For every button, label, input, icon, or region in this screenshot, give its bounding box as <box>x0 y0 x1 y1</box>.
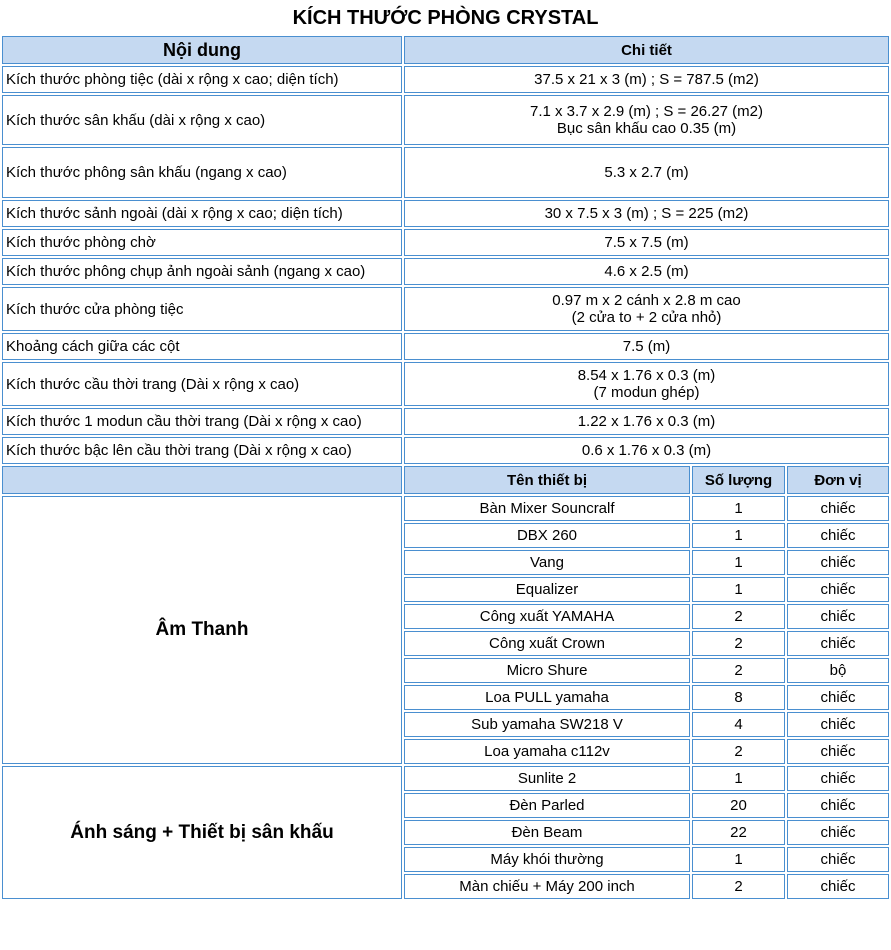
equipment-row <box>2 766 889 791</box>
equipment-qty: 1 <box>692 577 785 602</box>
spec-label: Kích thước sảnh ngoài (dài x rộng x cao; diện tích) <box>2 200 402 227</box>
spec-label: Kích thước 1 modun cầu thời trang (Dài x rộng x cao) <box>2 408 402 435</box>
equipment-qty: 2 <box>692 658 785 683</box>
equipment-name: Máy khói thường <box>404 847 690 872</box>
equipment-qty: 2 <box>692 874 785 899</box>
spec-row <box>2 287 889 331</box>
spec-row <box>2 437 889 464</box>
spec-row <box>2 258 889 285</box>
equipment-unit: chiếc <box>787 577 889 602</box>
equipment-name: Bàn Mixer Souncralf <box>404 496 690 521</box>
spec-label: Kích thước cửa phòng tiệc <box>2 287 402 331</box>
spec-label: Kích thước phông chụp ảnh ngoài sảnh (ngang x cao) <box>2 258 402 285</box>
spec-value: 4.6 x 2.5 (m) <box>404 258 889 285</box>
equipment-qty: 1 <box>692 523 785 548</box>
page-title: KÍCH THƯỚC PHÒNG CRYSTAL <box>2 2 889 34</box>
equipment-header-blank <box>2 466 402 494</box>
equipment-unit: chiếc <box>787 550 889 575</box>
equipment-header-name: Tên thiết bị <box>404 466 690 494</box>
equipment-name: Equalizer <box>404 577 690 602</box>
equipment-unit: bộ <box>787 658 889 683</box>
equipment-category: Âm Thanh <box>2 496 402 764</box>
spec-value: 0.97 m x 2 cánh x 2.8 m cao (2 cửa to + 2 cửa nhỏ) <box>404 287 889 331</box>
equipment-header-qty: Số lượng <box>692 466 785 494</box>
spec-label: Kích thước cầu thời trang (Dài x rộng x cao) <box>2 362 402 406</box>
spec-row <box>2 333 889 360</box>
header-detail: Chi tiết <box>404 36 889 64</box>
equipment-name: Đèn Parled <box>404 793 690 818</box>
equipment-qty: 22 <box>692 820 785 845</box>
equipment-qty: 2 <box>692 739 785 764</box>
spec-value: 37.5 x 21 x 3 (m) ; S = 787.5 (m2) <box>404 66 889 93</box>
spec-value: 7.5 x 7.5 (m) <box>404 229 889 256</box>
equipment-category: Ánh sáng + Thiết bị sân khấu <box>2 766 402 899</box>
equipment-name: Sub yamaha SW218 V <box>404 712 690 737</box>
equipment-name: Vang <box>404 550 690 575</box>
equipment-name: DBX 260 <box>404 523 690 548</box>
equipment-qty: 1 <box>692 550 785 575</box>
spec-label: Kích thước phòng tiệc (dài x rộng x cao; diện tích) <box>2 66 402 93</box>
spec-value: 5.3 x 2.7 (m) <box>404 147 889 198</box>
spec-row <box>2 200 889 227</box>
equipment-qty: 4 <box>692 712 785 737</box>
equipment-unit: chiếc <box>787 523 889 548</box>
equipment-row <box>2 496 889 521</box>
equipment-qty: 1 <box>692 847 785 872</box>
equipment-unit: chiếc <box>787 604 889 629</box>
spec-label: Kích thước phòng chờ <box>2 229 402 256</box>
spec-label: Khoảng cách giữa các cột <box>2 333 402 360</box>
spec-value: 1.22 x 1.76 x 0.3 (m) <box>404 408 889 435</box>
equipment-name: Công xuất Crown <box>404 631 690 656</box>
header-content: Nội dung <box>2 36 402 64</box>
spec-row <box>2 147 889 198</box>
equipment-unit: chiếc <box>787 847 889 872</box>
spec-row <box>2 362 889 406</box>
equipment-name: Micro Shure <box>404 658 690 683</box>
spec-row <box>2 66 889 93</box>
spec-value: 7.1 x 3.7 x 2.9 (m) ; S = 26.27 (m2) Bục sân khấu cao 0.35 (m) <box>404 95 889 145</box>
equipment-qty: 8 <box>692 685 785 710</box>
equipment-name: Màn chiếu + Máy 200 inch <box>404 874 690 899</box>
spec-row <box>2 408 889 435</box>
equipment-qty: 1 <box>692 496 785 521</box>
equipment-header-unit: Đơn vị <box>787 466 889 494</box>
equipment-qty: 20 <box>692 793 785 818</box>
equipment-name: Đèn Beam <box>404 820 690 845</box>
spec-value: 8.54 x 1.76 x 0.3 (m) (7 modun ghép) <box>404 362 889 406</box>
equipment-name: Công xuất YAMAHA <box>404 604 690 629</box>
equipment-unit: chiếc <box>787 712 889 737</box>
spec-row <box>2 95 889 145</box>
equipment-name: Sunlite 2 <box>404 766 690 791</box>
equipment-name: Loa PULL yamaha <box>404 685 690 710</box>
equipment-unit: chiếc <box>787 631 889 656</box>
equipment-qty: 2 <box>692 631 785 656</box>
equipment-qty: 2 <box>692 604 785 629</box>
equipment-unit: chiếc <box>787 820 889 845</box>
spec-label: Kích thước phông sân khấu (ngang x cao) <box>2 147 402 198</box>
spec-label: Kích thước bậc lên cầu thời trang (Dài x rộng x cao) <box>2 437 402 464</box>
equipment-unit: chiếc <box>787 739 889 764</box>
spec-value: 30 x 7.5 x 3 (m) ; S = 225 (m2) <box>404 200 889 227</box>
equipment-unit: chiếc <box>787 685 889 710</box>
equipment-unit: chiếc <box>787 793 889 818</box>
spec-row <box>2 229 889 256</box>
equipment-qty: 1 <box>692 766 785 791</box>
spec-value: 7.5 (m) <box>404 333 889 360</box>
equipment-unit: chiếc <box>787 766 889 791</box>
spec-label: Kích thước sân khấu (dài x rộng x cao) <box>2 95 402 145</box>
equipment-unit: chiếc <box>787 874 889 899</box>
equipment-name: Loa yamaha c112v <box>404 739 690 764</box>
equipment-unit: chiếc <box>787 496 889 521</box>
spec-value: 0.6 x 1.76 x 0.3 (m) <box>404 437 889 464</box>
